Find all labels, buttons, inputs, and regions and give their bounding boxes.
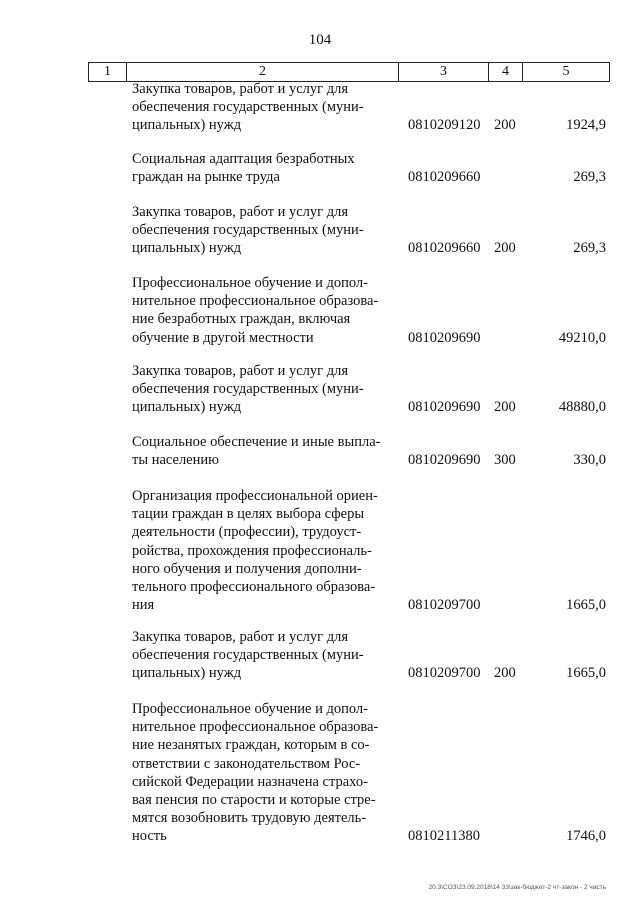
table-header: [88, 62, 610, 82]
row-code: 0810209690: [408, 329, 481, 346]
row-code: 0810209700: [408, 597, 481, 614]
row-sum: 269,3: [573, 169, 606, 186]
row-code: 0810209660: [408, 240, 481, 257]
table-row: [132, 274, 610, 347]
row-code: 0810209660: [408, 169, 481, 186]
table-row: [132, 700, 610, 846]
row-name: Закупка товаров, работ и услуг для обеспечения государственных (муни- ципальных) нужд: [132, 204, 364, 257]
row-sum: 1746,0: [566, 828, 606, 845]
row-name: Закупка товаров, работ и услуг для обеспечения государственных (муни- ципальных) нужд: [132, 629, 364, 682]
row-name: Социальная адаптация безработных граждан на рынке труда: [132, 151, 355, 186]
row-name: Профессиональное обучение и допол- нительное профессиональное образова- ние незанятых граждан, которым в со- ответствии с законодательством Рос- сийской Федерации назначена страхо- вая пенсия по старости и которые стре- мятся возобновить трудовую деятель- ность: [132, 701, 379, 845]
row-kind: 200: [494, 399, 516, 416]
row-kind: 300: [494, 452, 516, 469]
header-col-1: 1: [89, 63, 127, 81]
table-row: [132, 203, 610, 258]
row-name: Организация профессиональной ориен- тации граждан в целях выбора сферы деятельности (профессии), трудоуст- ройства, прохождения профессиональ- ного обучения и получения дополни- тельного профессионального образова- ния: [132, 488, 378, 614]
row-code: 0810209690: [408, 399, 481, 416]
header-col-2: 2: [127, 63, 399, 81]
header-col-4: 4: [489, 63, 523, 81]
row-name: Социальное обеспечение и иные выпла- ты населению: [132, 434, 381, 469]
row-kind: 200: [494, 117, 516, 134]
row-code: 0810209120: [408, 117, 481, 134]
row-sum: 269,3: [573, 240, 606, 257]
table-row: [132, 80, 610, 135]
footer-note: 20.3\СОЗ\23.09.2018\14 33\зак-бюджет-2 чт-закон - 2 часть: [428, 884, 606, 891]
page-number: 104: [308, 32, 332, 48]
table-row: [132, 433, 610, 469]
row-name: Закупка товаров, работ и услуг для обеспечения государственных (муни- ципальных) нужд: [132, 363, 364, 416]
header-col-3: 3: [399, 63, 489, 81]
row-sum: 49210,0: [558, 329, 606, 346]
table-row: [132, 150, 610, 186]
header-col-5: 5: [562, 64, 570, 79]
row-sum: 330,0: [573, 452, 606, 469]
row-name: Закупка товаров, работ и услуг для обеспечения государственных (муни- ципальных) нужд: [132, 81, 364, 134]
row-code: 0810211380: [408, 828, 480, 845]
row-name: Профессиональное обучение и допол- нительное профессиональное образова- ние безработных граждан, включая обучение в другой местности: [132, 275, 379, 346]
table-row: [132, 487, 610, 614]
row-code: 0810209700: [408, 665, 481, 682]
row-kind: 200: [494, 240, 516, 257]
row-kind: 200: [494, 665, 516, 682]
table-row: [132, 362, 610, 417]
row-code: 0810209690: [408, 452, 481, 469]
row-sum: 1665,0: [566, 665, 606, 682]
table-row: [132, 628, 610, 683]
row-sum: 48880,0: [558, 399, 606, 416]
row-sum: 1924,9: [566, 117, 606, 134]
row-sum: 1665,0: [566, 597, 606, 614]
